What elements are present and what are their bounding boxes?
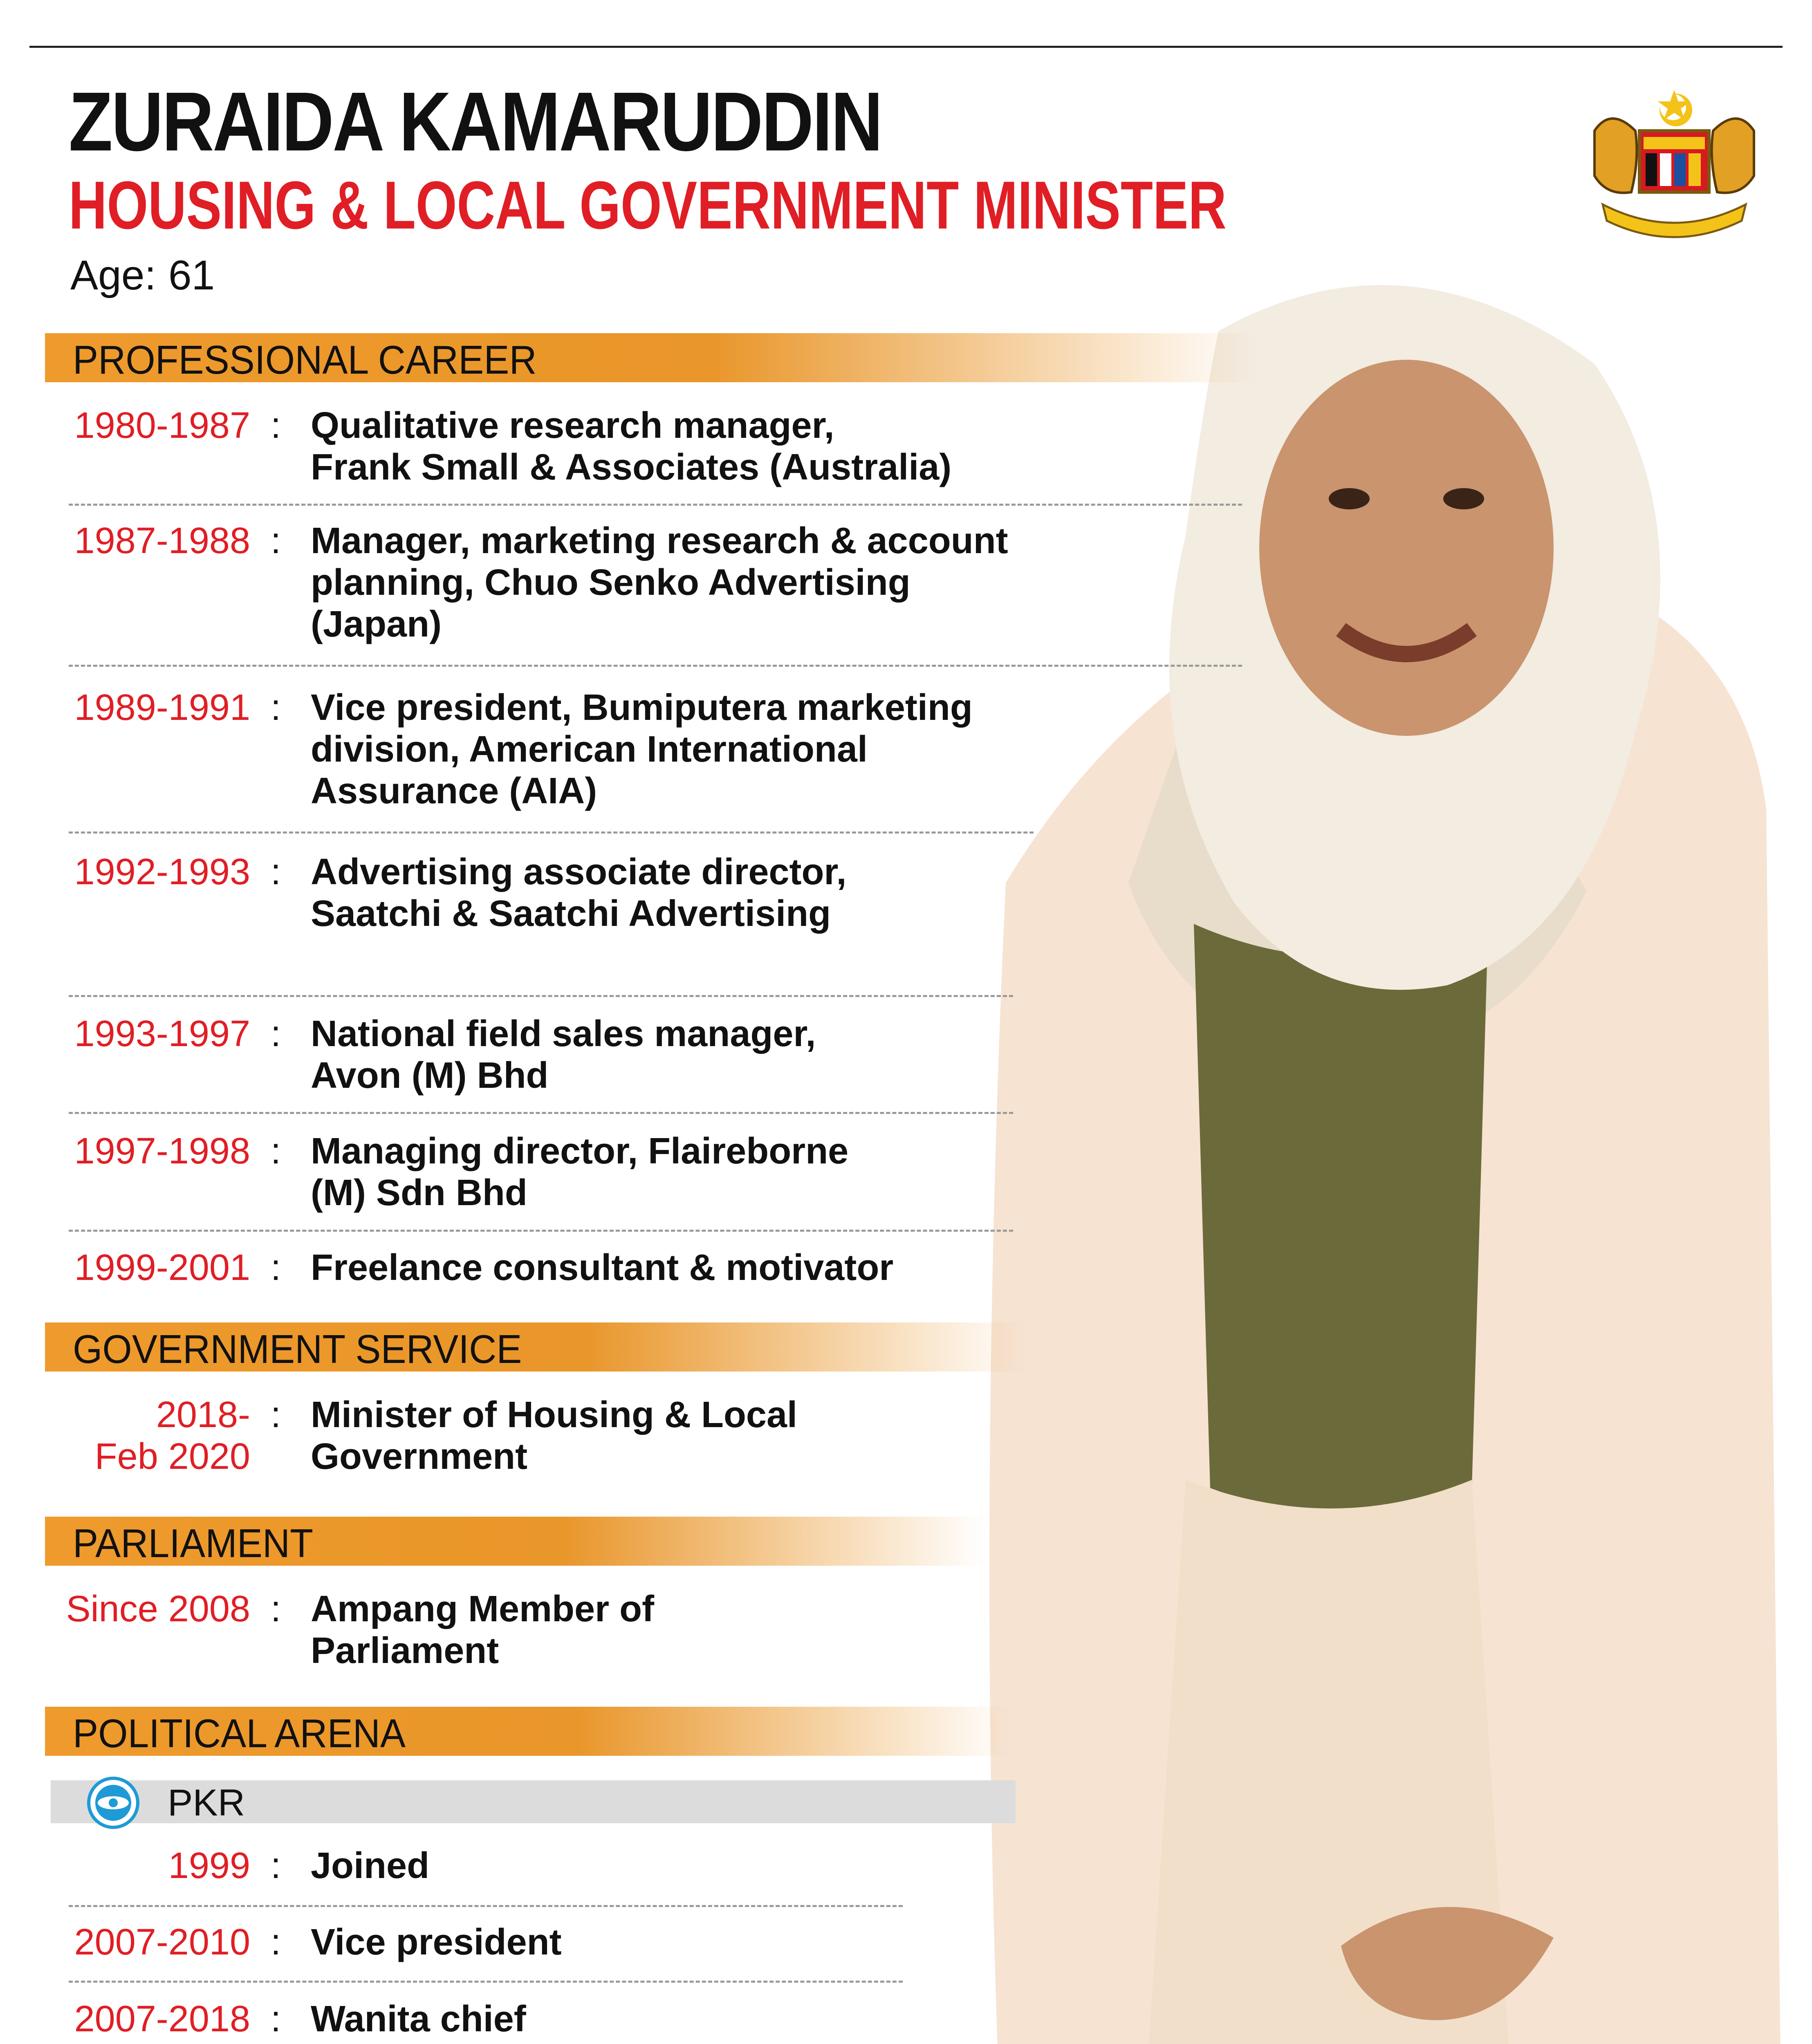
entry-period: 1987-1988 [74,520,250,561]
pkr-logo-icon [87,1776,140,1829]
entry-separator: : [271,687,281,728]
person-title: HOUSING & LOCAL GOVERNMENT MINISTER [69,168,1227,243]
entry-separator: : [271,1394,281,1435]
entry-period: 1997-1998 [74,1131,250,1172]
section-header-political [45,1707,1010,1756]
entry-description: National field sales manager, Avon (M) Bhd [311,1013,816,1096]
row-divider [69,1905,903,1907]
entry-separator: : [271,1922,281,1963]
entry-separator: : [271,520,281,561]
entry-description: Freelance consultant & motivator [311,1247,894,1288]
entry-period: 1999-2001 [74,1247,250,1288]
age-label: Age: [70,252,156,298]
row-divider [69,831,1034,834]
entry-period: 2007-2018 [74,1999,250,2040]
entry-period: 1980-1987 [74,405,250,446]
person-name: ZURAIDA KAMARUDDIN [69,75,882,168]
entry-period: 1992-1993 [74,852,250,892]
section-title: POLITICAL ARENA [73,1711,406,1756]
entry-description: Vice president, Bumiputera marketing division, American International Assurance (AIA) [311,687,973,811]
top-rule [29,46,1783,48]
entry-period: Since 2008 [66,1589,250,1629]
entry-description: Qualitative research manager, Frank Small & Associates (Australia) [311,405,952,488]
entry-period: 1989-1991 [74,687,250,728]
row-divider [69,665,1242,667]
entry-description: Joined [311,1845,430,1886]
section-header-parliament [45,1517,985,1566]
entry-description: Managing director, Flaireborne (M) Sdn Bhd [311,1131,849,1213]
entry-separator: : [271,1013,281,1054]
section-header-government [45,1322,1026,1372]
entry-separator: : [271,1999,281,2040]
row-divider [69,1112,1013,1114]
entry-description: Vice president [311,1922,562,1963]
entry-separator: : [271,852,281,892]
entry-separator: : [271,1589,281,1629]
entry-description: Ampang Member of Parliament [311,1589,655,1671]
section-header-career [45,333,1255,382]
entry-separator: : [271,1845,281,1886]
age-line [70,254,215,296]
row-divider [69,504,1242,506]
entry-period: 1999 [168,1845,250,1886]
section-title: GOVERNMENT SERVICE [73,1327,522,1372]
age-value: 61 [168,252,215,298]
coat-of-arms-icon [1578,82,1770,245]
section-title: PROFESSIONAL CAREER [73,337,537,382]
section-title: PARLIAMENT [73,1521,314,1566]
entry-period: 2018- Feb 2020 [94,1394,250,1477]
row-divider [69,1230,1013,1232]
entry-period: 2007-2010 [74,1922,250,1963]
entry-period: 1993-1997 [74,1013,250,1054]
entry-description: Minister of Housing & Local Government [311,1394,798,1477]
entry-description: Wanita chief [311,1999,526,2040]
party-name: PKR [168,1782,245,1824]
row-divider [69,1981,903,1983]
entry-description: Advertising associate director, Saatchi & Saatchi Advertising [311,852,847,934]
entry-separator: : [271,1131,281,1172]
entry-separator: : [271,1247,281,1288]
entry-separator: : [271,405,281,446]
entry-description: Manager, marketing research & account planning, Chuo Senko Advertising (Japan) [311,520,1008,645]
row-divider [69,995,1013,997]
